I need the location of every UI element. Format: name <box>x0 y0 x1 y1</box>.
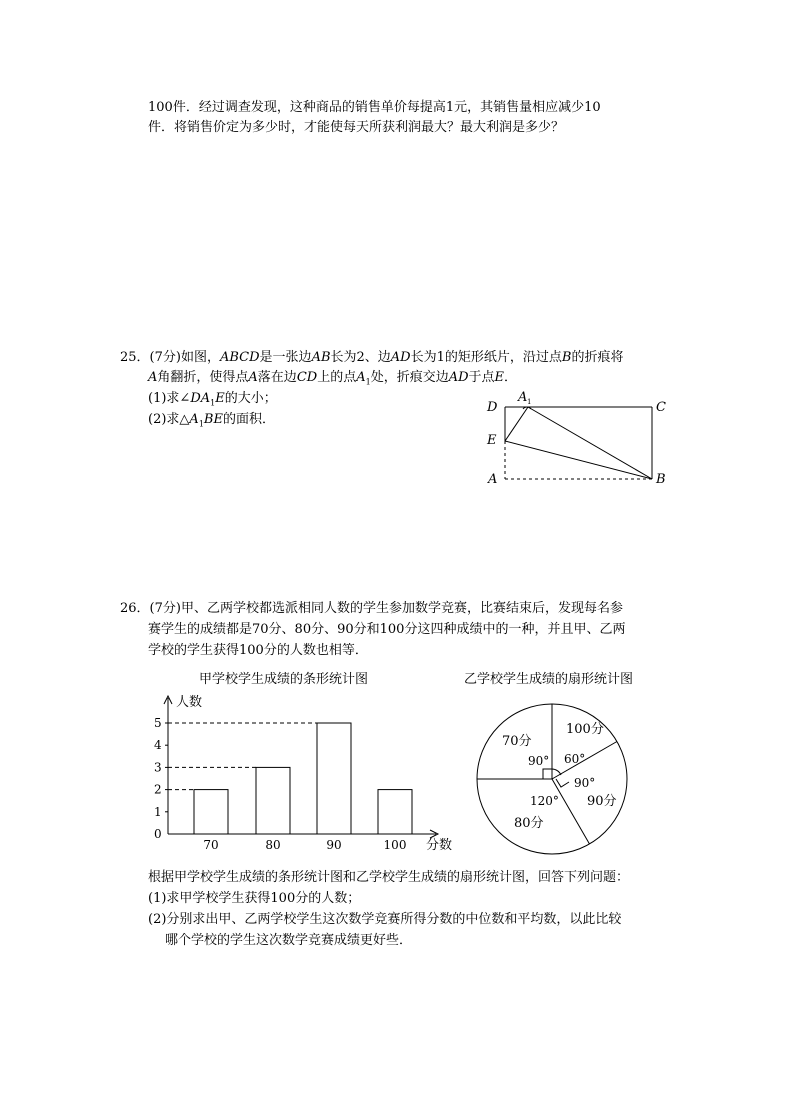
q25-text: 处，折痕交边 <box>370 370 449 385</box>
q26-after2: (1)求甲学校学生获得100分的人数； <box>148 891 361 906</box>
q25-var: A <box>148 370 158 385</box>
q25-number: 25． <box>120 350 150 365</box>
x-tick-label: 80 <box>265 838 281 852</box>
q25-var: A <box>248 370 258 385</box>
q25-text: 角翻折，使得点 <box>157 370 249 385</box>
q25-var: AD <box>390 350 411 365</box>
x-tick-label: 90 <box>326 838 342 852</box>
q25-var: AD <box>448 370 469 385</box>
q25-var: DA <box>190 391 211 406</box>
q25-var: CD <box>296 370 318 385</box>
pie-angle-label: 60° <box>564 752 586 766</box>
label-B: B <box>656 472 666 487</box>
pie-slice-label: 70分 <box>502 734 532 749</box>
pie-chart-title: 乙学校学生成绩的扇形统计图 <box>464 672 634 687</box>
x-tick-label: 100 <box>383 838 407 852</box>
q25-text: 长为1的矩形纸片，沿过点 <box>410 350 562 365</box>
y-tick-label: 4 <box>154 738 162 753</box>
q25-text: (2)求△ <box>148 412 190 427</box>
q25-text: 长为2、边 <box>330 350 391 365</box>
q25-text: 于点 <box>468 370 495 385</box>
q25-sub: 1 <box>198 419 204 429</box>
bar-chart-title: 甲学校学生成绩的条形统计图 <box>199 672 369 687</box>
q25-text: 落在边 <box>257 370 297 385</box>
right-angle-mark-right <box>556 779 569 787</box>
pie-slice-label: 90分 <box>587 794 617 809</box>
q26-line2: 赛学生的成绩都是70分、80分、90分和100分这四种成绩中的一种，并且甲、乙两 <box>148 622 626 637</box>
x-tick-label: 70 <box>203 838 219 852</box>
q25-text: (1)求∠ <box>148 391 191 406</box>
label-E: E <box>487 433 497 448</box>
q25-points: (7分) <box>149 350 181 365</box>
label-A: A <box>488 472 498 487</box>
q25-var: B <box>561 350 572 365</box>
pie-slice-label: 80分 <box>514 816 544 831</box>
pie-angle-label: 90° <box>574 776 596 790</box>
y-tick-label: 2 <box>154 782 162 797</box>
q25-text: ． <box>504 370 518 385</box>
q24-line2: 件．将销售价定为多少时，才能使每天所获利润最大？最大利润是多少？ <box>148 120 565 135</box>
q25-var: ABCD <box>219 350 260 365</box>
q25-text: 的大小； <box>224 391 277 406</box>
x-axis-label: 分数 <box>426 838 453 853</box>
label-A1-sub: 1 <box>527 398 532 406</box>
q26-text: 甲、乙两学校都选派相同人数的学生参加数学竞赛，比赛结束后，发现每名参 <box>180 601 623 616</box>
q24-line1: 100件．经过调查发现，这种商品的销售单价每提高1元，其销售量相应减少10 <box>148 100 601 115</box>
q25-var: AB <box>311 350 331 365</box>
y-tick-label: 0 <box>154 827 162 841</box>
q26-after1: 根据甲学校学生成绩的条形统计图和乙学校学生成绩的扇形统计图，回答下列问题： <box>148 870 630 885</box>
q26-points: (7分) <box>149 601 181 616</box>
q26-number: 26． <box>120 601 150 616</box>
y-axis-label: 人数 <box>176 695 203 710</box>
q25-var: A <box>189 412 199 427</box>
q25-text: 的面积． <box>222 412 275 427</box>
q25-var: E <box>494 370 505 385</box>
q25-var: A <box>356 370 366 385</box>
label-A1: A <box>518 390 528 405</box>
pie-angle-label: 120° <box>530 794 559 808</box>
q25-var: BE <box>203 412 223 427</box>
y-tick-label: 5 <box>154 716 162 730</box>
pie-slice-edge <box>552 742 617 780</box>
q26-line3: 学校的学生获得100分的人数也相等． <box>148 643 368 658</box>
q25-sub: 1 <box>210 398 216 408</box>
pie-angle-label: 90° <box>528 754 550 768</box>
y-tick-label: 1 <box>154 804 162 819</box>
pie-slice-label: 100分 <box>566 722 604 737</box>
right-angle-mark-left <box>543 769 552 779</box>
q25-text: 的折痕将 <box>571 350 624 365</box>
q25-var: E <box>215 391 225 406</box>
q25-sub: 1 <box>365 377 371 387</box>
q26-after3: (2)分别求出甲、乙两学校学生这次数学竞赛所得分数的中位数和平均数，以此比较 <box>148 912 622 927</box>
q25-text: 上的点 <box>317 370 357 385</box>
q25-text: 是一张边 <box>259 350 312 365</box>
y-tick-label: 3 <box>154 760 162 775</box>
label-D: D <box>487 400 498 415</box>
q26-after4: 哪个学校的学生这次数学竞赛成绩更好些． <box>165 933 413 948</box>
q25-text: 如图， <box>180 350 220 365</box>
label-C: C <box>656 400 666 415</box>
